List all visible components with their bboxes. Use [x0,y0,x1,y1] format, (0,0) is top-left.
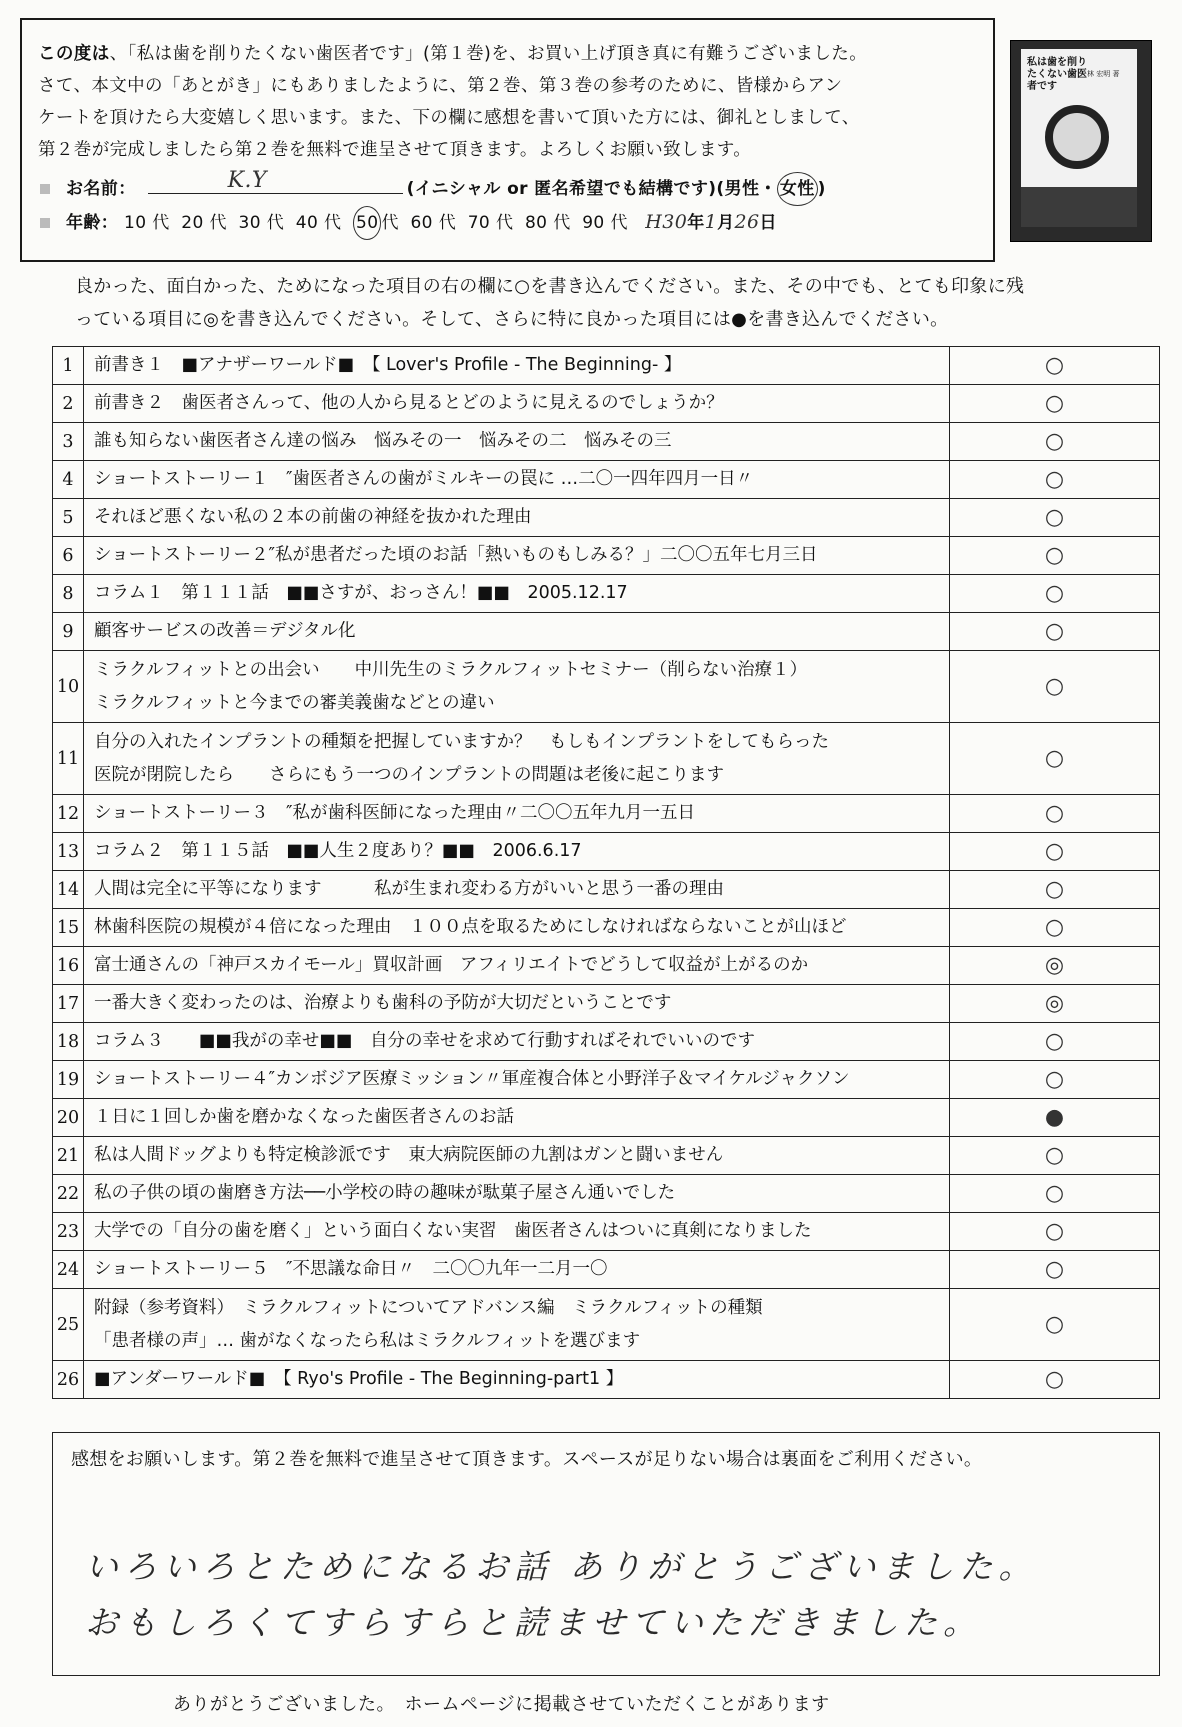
chapter-row [53,537,1160,575]
chapter-title-line-1: 附録（参考資料） ミラクルフィットについてアドバンス編 ミラクルフィットの種類 [94,1297,763,1318]
chapter-row [53,461,1160,499]
book-cover-band [1021,187,1137,227]
chapter-title-line-1: ショートストーリー４″カンボジア医療ミッション〃軍産複合体と小野洋子＆マイケルジャクソン [94,1069,850,1089]
chapter-title-line-1: 林歯科医院の規模が４倍になった理由 １００点を取るためにしなければならないことが山ほど [94,917,847,937]
chapter-title [84,723,950,795]
chapter-title-line-1: コラム２ 第１１５話 ■■人生２度あり？■■ 2006.6.17 [94,841,582,861]
age-label: 年齢： [66,213,119,233]
chapter-title [84,1213,950,1251]
chapter-number: 13 [53,833,84,871]
chapter-title-line-1: 私の子供の頃の歯磨き方法──小学校の時の趣味が駄菓子屋さん通いでした [94,1183,676,1203]
age-row [40,206,777,240]
chapter-rating-mark[interactable]: ○ [950,871,1160,909]
chapter-row [53,423,1160,461]
chapter-title [84,947,950,985]
chapter-title [84,833,950,871]
chapter-rating-mark[interactable]: ○ [950,499,1160,537]
chapter-rating-mark[interactable]: ○ [950,1023,1160,1061]
chapter-row [53,909,1160,947]
chapter-row [53,1213,1160,1251]
age-option-20[interactable]: 20 代 [181,213,227,233]
chapter-title-line-2: 医院が閉院したら さらにもう一つのインプラントの問題は老後に起こります [94,764,724,785]
chapter-row [53,1099,1160,1137]
chapter-title [84,1251,950,1289]
feedback-box[interactable] [52,1432,1160,1676]
chapter-rating-mark[interactable]: ○ [950,1361,1160,1399]
chapter-number: 3 [53,423,84,461]
gender-close: ) [817,179,826,199]
chapter-title [84,1099,950,1137]
age-option-90[interactable]: 90 代 [582,213,628,233]
chapter-rating-table-body [53,347,1160,1399]
chapter-title [84,1361,950,1399]
chapter-rating-mark[interactable]: ○ [950,347,1160,385]
date-year-label: 年 [687,213,705,233]
chapter-title [84,537,950,575]
chapter-row [53,1361,1160,1399]
intro-line-1-text: 、「私は歯を削りたくない歯医者です」(第１巻)を、お買い上げ頂き真に有難うございました。 [109,44,868,64]
chapter-row [53,1175,1160,1213]
chapter-number: 17 [53,985,84,1023]
chapter-number: 14 [53,871,84,909]
chapter-rating-mark[interactable]: ○ [950,909,1160,947]
instructions-line-1: 良かった、面白かった、ためになった項目の右の欄に○を書き込んでください。また、その中でも、とても印象に残 [75,276,1025,297]
chapter-number: 16 [53,947,84,985]
chapter-title [84,1137,950,1175]
chapter-title [84,499,950,537]
chapter-rating-mark[interactable]: ○ [950,537,1160,575]
chapter-number: 6 [53,537,84,575]
name-row [40,168,826,206]
chapter-number: 10 [53,651,84,723]
chapter-rating-mark[interactable]: ○ [950,385,1160,423]
book-cover-image [1010,40,1152,242]
chapter-number: 11 [53,723,84,795]
chapter-rating-mark[interactable]: ◎ [950,947,1160,985]
feedback-handwritten-line-1: いろいろとためになるお話 ありがとうございました。 [85,1547,1038,1586]
chapter-title-line-1: 自分の入れたインプラントの種類を把握していますか？ もしもインプラントをしてもらった [94,731,829,752]
age-option-50-suffix: 代 [381,213,399,233]
chapter-rating-mark[interactable]: ○ [950,1137,1160,1175]
chapter-title [84,871,950,909]
chapter-title [84,1023,950,1061]
chapter-number: 1 [53,347,84,385]
age-option-70[interactable]: 70 代 [467,213,514,233]
name-value: K.Y [227,168,267,193]
chapter-number: 12 [53,795,84,833]
chapter-title-line-1: 顧客サービスの改善＝デジタル化 [94,621,356,641]
chapter-number: 20 [53,1099,84,1137]
intro-line-4: 第２巻が完成しましたら第２巻を無料で進呈させて頂きます。よろしくお願い致します。 [38,140,752,160]
chapter-rating-mark[interactable]: ○ [950,1213,1160,1251]
date-month: 1 [704,211,718,233]
age-option-40[interactable]: 40 代 [295,213,342,233]
name-note: (イニシャル or 匿名希望でも結構です)(男性 [406,179,760,199]
chapter-row [53,985,1160,1023]
chapter-title-line-1: ■アンダーワールド■ 【 Ryo's Profile - The Beginning-part1 】 [94,1369,624,1389]
chapter-title-line-1: 前書き１ ■アナザーワールド■ 【 Lover's Profile - The Beginning- 】 [94,355,682,375]
book-cover-title: 私は歯を削りたくない歯医者です [1027,57,1087,92]
chapter-rating-mark[interactable]: ○ [950,423,1160,461]
chapter-title [84,461,950,499]
footer-note: ありがとうございました。 ホームページに掲載させていただくことがあります [173,1694,830,1715]
feedback-prompt: 感想をお願いします。第２巻を無料で進呈させて頂きます。スペースが足りない場合は裏面をご利用ください。 [71,1449,983,1470]
instructions-line-2: っている項目に◎を書き込んでください。そして、さらに特に良かった項目には●を書き込んでください。 [75,309,949,330]
chapter-title-line-1: ショートストーリー３ ″私が歯科医師になった理由〃二〇〇五年九月一五日 [94,803,696,823]
age-option-60[interactable]: 60 代 [410,213,457,233]
chapter-title [84,985,950,1023]
chapter-rating-mark[interactable]: ○ [950,575,1160,613]
bullet-icon [40,218,50,228]
book-cover-author: 林 宏明 著 [1087,70,1120,78]
chapter-rating-mark[interactable]: ○ [950,1061,1160,1099]
chapter-rating-mark[interactable]: ○ [950,461,1160,499]
date-day-label: 日 [759,213,777,233]
chapter-number: 26 [53,1361,84,1399]
book-cover-illustration [1045,105,1109,169]
intro-line-1 [38,38,977,70]
chapter-title-line-1: 誰も知らない歯医者さん達の悩み 悩みその一 悩みその二 悩みその三 [94,431,672,451]
age-option-10[interactable]: 10 代 [124,213,170,233]
chapter-row [53,1061,1160,1099]
gender-selected[interactable]: 女性 [777,172,818,206]
age-option-80[interactable]: 80 代 [524,213,571,233]
instructions [75,270,1155,336]
chapter-title-line-1: それほど悪くない私の２本の前歯の神経を抜かれた理由 [94,507,532,527]
chapter-rating-mark[interactable]: ○ [950,1175,1160,1213]
chapter-title-line-1: 富士通さんの「神戸スカイモール」買収計画 アフィリエイトでどうして収益が上がるのか [94,955,809,975]
chapter-number: 15 [53,909,84,947]
name-field[interactable] [148,168,403,194]
date-month-label: 月 [717,213,735,233]
chapter-title [84,385,950,423]
chapter-title [84,575,950,613]
chapter-row [53,347,1160,385]
chapter-row [53,871,1160,909]
chapter-title-line-1: コラム３ ■■我がの幸せ■■ 自分の幸せを求めて行動すればそれでいいのです [94,1031,755,1051]
chapter-title [84,1289,950,1361]
chapter-title-line-1: ミラクルフィットとの出会い 中川先生のミラクルフィットセミナー（削らない治療１） [94,659,808,680]
name-label: お名前： [66,179,136,199]
chapter-rating-mark[interactable]: ○ [950,613,1160,651]
chapter-number: 21 [53,1137,84,1175]
book-cover-inner [1021,49,1137,227]
chapter-number: 19 [53,1061,84,1099]
chapter-row [53,795,1160,833]
age-option-50-selected[interactable]: 50 [353,206,381,240]
chapter-title [84,651,950,723]
bullet-icon [40,184,50,194]
chapter-row [53,1251,1160,1289]
chapter-number: 2 [53,385,84,423]
chapter-title [84,347,950,385]
age-option-30[interactable]: 30 代 [238,213,285,233]
chapter-title-line-1: 前書き２ 歯医者さんって、他の人から見るとどのように見えるのでしょうか？ [94,393,724,413]
feedback-handwritten-line-2: おもしろくてすらすらと読ませていただきました。 [85,1603,982,1642]
chapter-title [84,423,950,461]
chapter-row [53,1023,1160,1061]
gender-separator: ・ [759,179,777,199]
chapter-rating-mark[interactable]: ● [950,1099,1160,1137]
chapter-row [53,723,1160,795]
intro-line-2: さて、本文中の「あとがき」にもありましたように、第２巻、第３巻の参考のために、皆様からアン [38,76,843,96]
chapter-rating-mark[interactable]: ◎ [950,985,1160,1023]
chapter-title-line-1: 一番大きく変わったのは、治療よりも歯科の予防が大切だということです [94,993,672,1013]
chapter-rating-mark[interactable]: ○ [950,1289,1160,1361]
chapter-number: 9 [53,613,84,651]
chapter-row [53,575,1160,613]
chapter-rating-mark[interactable]: ○ [950,651,1160,723]
chapter-row [53,1289,1160,1361]
chapter-title [84,1061,950,1099]
chapter-title-line-1: 私は人間ドッグよりも特定検診派です 東大病院医師の九割はガンと闘いません [94,1145,724,1165]
chapter-title-line-1: 人間は完全に平等になります 私が生まれ変わる方がいいと思う一番の理由 [94,879,724,899]
date-era: H30 [645,211,688,233]
chapter-title [84,909,950,947]
date-day: 26 [734,211,760,233]
chapter-title [84,613,950,651]
chapter-title-line-1: ショートストーリー１ ″歯医者さんの歯がミルキーの罠に …二〇一四年四月一日〃 [94,469,754,489]
chapter-number: 4 [53,461,84,499]
chapter-rating-mark[interactable]: ○ [950,795,1160,833]
chapter-rating-mark[interactable]: ○ [950,1251,1160,1289]
chapter-title-line-1: ショートストーリー２″私が患者だった頃のお話「熱いものもしみる？」二〇〇五年七月三日 [94,545,818,565]
chapter-title [84,1175,950,1213]
intro-lead: この度は [38,44,110,64]
chapter-row [53,651,1160,723]
chapter-row [53,499,1160,537]
intro-line-3: ケートを頂けたら大変嬉しく思います。また、下の欄に感想を書いて頂いた方には、御礼としまして、 [38,108,860,128]
chapter-row [53,613,1160,651]
chapter-title-line-2: 「患者様の声」… 歯がなくなったら私はミラクルフィットを選びます [94,1330,641,1351]
chapter-title-line-2: ミラクルフィットと今までの審美義歯などとの違い [94,692,495,713]
chapter-rating-table [52,346,1160,1399]
chapter-number: 5 [53,499,84,537]
chapter-number: 24 [53,1251,84,1289]
chapter-number: 8 [53,575,84,613]
chapter-rating-mark[interactable]: ○ [950,833,1160,871]
chapter-row [53,833,1160,871]
chapter-rating-mark[interactable]: ○ [950,723,1160,795]
chapter-row [53,947,1160,985]
chapter-row [53,1137,1160,1175]
chapter-number: 18 [53,1023,84,1061]
chapter-title-line-1: コラム１ 第１１１話 ■■さすが、おっさん！■■ 2005.12.17 [94,583,628,603]
chapter-number: 25 [53,1289,84,1361]
chapter-number: 23 [53,1213,84,1251]
chapter-title [84,795,950,833]
chapter-title-line-1: ショートストーリー５ ″不思議な命日〃 二〇〇九年一二月一〇 [94,1259,608,1279]
chapter-number: 22 [53,1175,84,1213]
chapter-title-line-1: １日に１回しか歯を磨かなくなった歯医者さんのお話 [94,1107,514,1127]
chapter-row [53,385,1160,423]
intro-box [20,18,995,262]
chapter-title-line-1: 大学での「自分の歯を磨く」という面白くない実習 歯医者さんはついに真剣になりました [94,1221,812,1241]
